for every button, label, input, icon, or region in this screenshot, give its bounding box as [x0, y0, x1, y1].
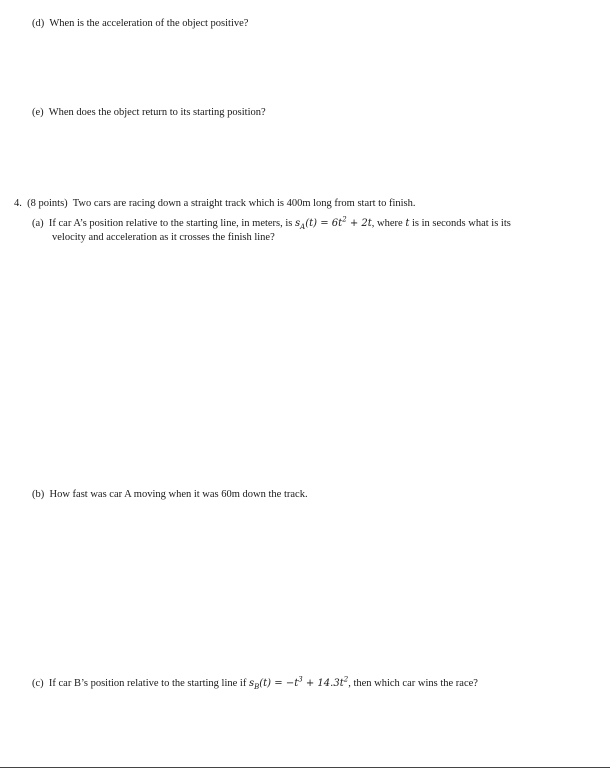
problem-4-text: Two cars are racing down a straight track which is 400m long from start to finish. [72, 198, 416, 209]
part-4a-text-after: is in seconds what is its [411, 218, 511, 229]
page-bottom-rule [0, 767, 610, 768]
question-4a-line-1 [32, 217, 511, 230]
problem-4-points: (8 points) [27, 198, 68, 209]
part-4c-label: (c) [32, 678, 44, 689]
variable-t: t [405, 218, 410, 229]
question-4c [32, 677, 478, 690]
part-4b-text: How fast was car A moving when it was 60m down the track. [49, 489, 308, 500]
question-4a-line-2 [52, 231, 275, 244]
part-4a-text-before: If car A’s position relative to the starting line, in meters, is [48, 218, 293, 229]
problem-4-heading [14, 197, 416, 210]
part-4a-label: (a) [32, 218, 44, 229]
question-4b [32, 488, 308, 501]
part-d-text: When is the acceleration of the object positive? [49, 18, 249, 29]
formula-sB: $s_B(t) = -t^3 + 14.3t^2$ [248, 675, 349, 691]
part-e-label: (e) [32, 107, 44, 118]
formula-sA: $s_A(t) = 6t^2 + 2t$ [295, 215, 372, 231]
question-part-d [32, 17, 248, 30]
part-4a-text-mid: , where [371, 218, 403, 229]
part-4c-text-before: If car B’s position relative to the starting line if [48, 678, 247, 689]
problem-4-number: 4. [14, 198, 22, 209]
part-4b-label: (b) [32, 489, 45, 500]
part-4c-text-after: , then which car wins the race? [348, 678, 478, 689]
part-e-text: When does the object return to its starting position? [48, 107, 266, 118]
part-4a-line-2-text: velocity and acceleration as it crosses the finish line? [52, 232, 275, 243]
question-part-e [32, 106, 266, 119]
part-d-label: (d) [32, 18, 45, 29]
